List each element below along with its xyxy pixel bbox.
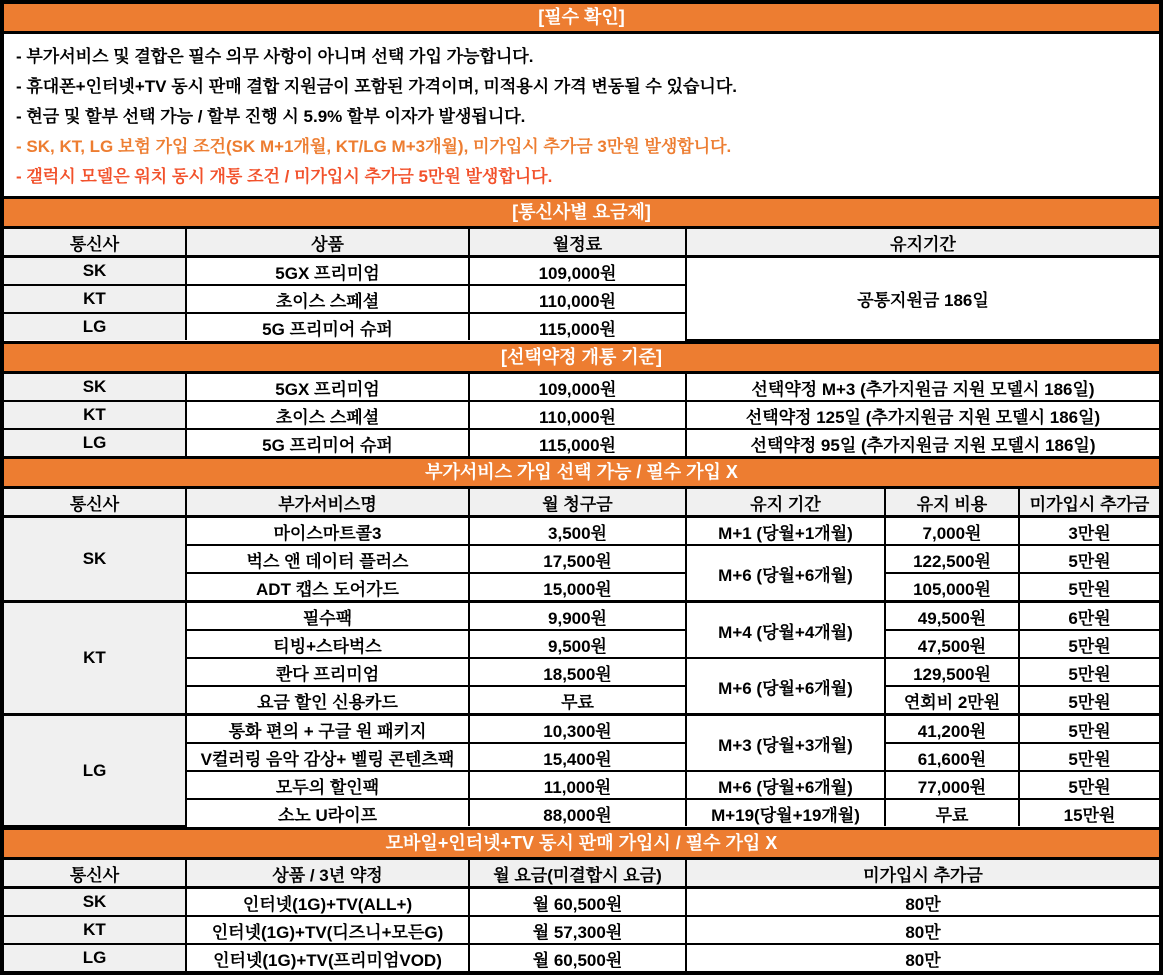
column-header-carrier: 통신사 [4, 489, 186, 517]
extra-cell: 3만원 [1019, 517, 1159, 546]
fee-cell: 17,500원 [469, 545, 686, 573]
fee-cell: 11,000원 [469, 771, 686, 799]
fee-cell: 무료 [469, 686, 686, 715]
cost-cell: 연회비 2만원 [885, 686, 1019, 715]
period-merged-cell: M+6 (당월+6개월) [686, 658, 885, 715]
maintain-cell: 선택약정 125일 (추가지원금 지원 모델시 186일) [686, 401, 1159, 429]
column-header-extra: 미가입시 추가금 [1019, 489, 1159, 517]
product-cell: 초이스 스페셜 [186, 401, 469, 429]
fee-cell: 109,000원 [469, 257, 686, 286]
carrier-cell: SK [4, 257, 186, 286]
cost-cell: 7,000원 [885, 517, 1019, 546]
table-header-row [4, 229, 1159, 257]
extra-cell: 15만원 [1019, 799, 1159, 826]
bundle-table [4, 860, 1159, 971]
note-line-galaxy-watch: - 갤럭시 모델은 워치 동시 개통 조건 / 미가입시 추가금 5만원 발생합니다. [16, 167, 553, 186]
extra-cell: 5만원 [1019, 715, 1159, 744]
maintain-cell: 선택약정 95일 (추가지원금 지원 모델시 186일) [686, 429, 1159, 456]
extra-cell: 5만원 [1019, 743, 1159, 771]
product-cell: 5G 프리미어 슈퍼 [186, 313, 469, 340]
extra-cell: 80만 [686, 916, 1159, 944]
table-row [4, 715, 1159, 744]
service-cell: ADT 캡스 도어가드 [186, 573, 469, 602]
cost-cell: 105,000원 [885, 573, 1019, 602]
period-cell: M+1 (당월+1개월) [686, 517, 885, 546]
fee-cell: 9,900원 [469, 602, 686, 631]
section-title-carrier-plans: [통신사별 요금제] [4, 196, 1159, 229]
fee-cell: 10,300원 [469, 715, 686, 744]
fee-cell: 110,000원 [469, 285, 686, 313]
extra-cell: 80만 [686, 888, 1159, 917]
product-cell: 5GX 프리미엄 [186, 257, 469, 286]
section-title-addons: 부가서비스 가입 선택 가능 / 필수 가입 X [4, 456, 1159, 489]
note-line: - 부가서비스 및 결합은 필수 의무 사항이 아니며 선택 가입 가능합니다. [16, 47, 534, 66]
table-row [4, 257, 1159, 286]
cost-cell: 122,500원 [885, 545, 1019, 573]
table-row [4, 944, 1159, 971]
column-header-carrier: 통신사 [4, 229, 186, 257]
product-cell: 인터넷(1G)+TV(ALL+) [186, 888, 469, 917]
maintain-merged-cell: 공통지원금 186일 [686, 257, 1159, 341]
column-header-fee: 월 요금(미결합시 요금) [469, 860, 686, 888]
product-cell: 5GX 프리미엄 [186, 374, 469, 401]
table-row [4, 374, 1159, 401]
table-row [4, 602, 1159, 631]
carrier-cell: KT [4, 916, 186, 944]
addons-table [4, 489, 1159, 827]
note-line: - 휴대폰+인터넷+TV 동시 판매 결합 지원금이 포함된 가격이며, 미적용시 가격 변동될 수 있습니다. [16, 77, 737, 96]
section-title-required-check: [필수 확인] [4, 4, 1159, 34]
fee-cell: 15,000원 [469, 573, 686, 602]
column-header-service: 부가서비스명 [186, 489, 469, 517]
table-row [4, 517, 1159, 546]
extra-cell: 5만원 [1019, 771, 1159, 799]
product-cell: 5G 프리미어 슈퍼 [186, 429, 469, 456]
column-header-monthly-fee: 월 청구금 [469, 489, 686, 517]
column-header-maintain: 유지기간 [686, 229, 1159, 257]
service-cell: 티빙+스타벅스 [186, 630, 469, 658]
extra-cell: 5만원 [1019, 686, 1159, 715]
cost-cell: 47,500원 [885, 630, 1019, 658]
fee-cell: 월 60,500원 [469, 944, 686, 971]
select-contract-table [4, 374, 1159, 456]
fee-cell: 110,000원 [469, 401, 686, 429]
cost-cell: 129,500원 [885, 658, 1019, 686]
extra-cell: 5만원 [1019, 658, 1159, 686]
carrier-cell: KT [4, 401, 186, 429]
carrier-cell: LG [4, 313, 186, 340]
product-cell: 초이스 스페셜 [186, 285, 469, 313]
fee-cell: 115,000원 [469, 429, 686, 456]
cost-cell: 77,000원 [885, 771, 1019, 799]
table-row [4, 401, 1159, 429]
period-cell: M+6 (당월+6개월) [686, 771, 885, 799]
carrier-cell: LG [4, 944, 186, 971]
table-header-row [4, 860, 1159, 888]
fee-cell: 9,500원 [469, 630, 686, 658]
service-cell: 마이스마트콜3 [186, 517, 469, 546]
carrier-cell: SK [4, 374, 186, 401]
cost-cell: 61,600원 [885, 743, 1019, 771]
extra-cell: 80만 [686, 944, 1159, 971]
period-merged-cell: M+4 (당월+4개월) [686, 602, 885, 659]
service-cell: 통화 편의 + 구글 원 패키지 [186, 715, 469, 744]
table-row [4, 429, 1159, 456]
table-row [4, 916, 1159, 944]
extra-cell: 5만원 [1019, 630, 1159, 658]
note-line: - 현금 및 할부 선택 가능 / 할부 진행 시 5.9% 할부 이자가 발생됩니다. [16, 107, 526, 126]
cost-cell: 무료 [885, 799, 1019, 826]
service-cell: 소노 U라이프 [186, 799, 469, 826]
service-cell: 요금 할인 신용카드 [186, 686, 469, 715]
service-cell: 필수팩 [186, 602, 469, 631]
column-header-carrier: 통신사 [4, 860, 186, 888]
carrier-cell-kt: KT [4, 602, 186, 715]
service-cell: V컬러링 음악 감상+ 벨링 콘텐츠팩 [186, 743, 469, 771]
carrier-cell-lg: LG [4, 715, 186, 827]
column-header-extra: 미가입시 추가금 [686, 860, 1159, 888]
column-header-cost: 유지 비용 [885, 489, 1019, 517]
fee-cell: 월 57,300원 [469, 916, 686, 944]
carrier-cell: LG [4, 429, 186, 456]
period-merged-cell: M+6 (당월+6개월) [686, 545, 885, 602]
fee-cell: 18,500원 [469, 658, 686, 686]
carrier-cell: SK [4, 888, 186, 917]
service-cell: 벅스 앤 데이터 플러스 [186, 545, 469, 573]
service-cell: 모두의 할인팩 [186, 771, 469, 799]
service-cell: 콴다 프리미엄 [186, 658, 469, 686]
fee-cell: 3,500원 [469, 517, 686, 546]
note-line-insurance: - SK, KT, LG 보험 가입 조건(SK M+1개월, KT/LG M+3개월), 미가입시 추가금 3만원 발생합니다. [16, 137, 732, 156]
period-merged-cell: M+3 (당월+3개월) [686, 715, 885, 772]
product-cell: 인터넷(1G)+TV(프리미엄VOD) [186, 944, 469, 971]
period-cell: M+19(당월+19개월) [686, 799, 885, 826]
extra-cell: 6만원 [1019, 602, 1159, 631]
extra-cell: 5만원 [1019, 573, 1159, 602]
fee-cell: 88,000원 [469, 799, 686, 826]
carrier-cell-sk: SK [4, 517, 186, 602]
fee-cell: 15,400원 [469, 743, 686, 771]
fee-cell: 월 60,500원 [469, 888, 686, 917]
cost-cell: 41,200원 [885, 715, 1019, 744]
fee-cell: 115,000원 [469, 313, 686, 340]
carrier-plans-table [4, 229, 1159, 341]
column-header-fee: 월정료 [469, 229, 686, 257]
extra-cell: 5만원 [1019, 545, 1159, 573]
table-header-row [4, 489, 1159, 517]
section-title-bundle: 모바일+인터넷+TV 동시 판매 가입시 / 필수 가입 X [4, 827, 1159, 860]
product-cell: 인터넷(1G)+TV(디즈니+모든G) [186, 916, 469, 944]
section-title-select-contract: [선택약정 개통 기준] [4, 341, 1159, 374]
cost-cell: 49,500원 [885, 602, 1019, 631]
column-header-period: 유지 기간 [686, 489, 885, 517]
carrier-cell: KT [4, 285, 186, 313]
column-header-product: 상품 [186, 229, 469, 257]
required-check-notes [4, 34, 1159, 196]
column-header-product: 상품 / 3년 약정 [186, 860, 469, 888]
fee-cell: 109,000원 [469, 374, 686, 401]
table-row [4, 888, 1159, 917]
maintain-cell: 선택약정 M+3 (추가지원금 지원 모델시 186일) [686, 374, 1159, 401]
